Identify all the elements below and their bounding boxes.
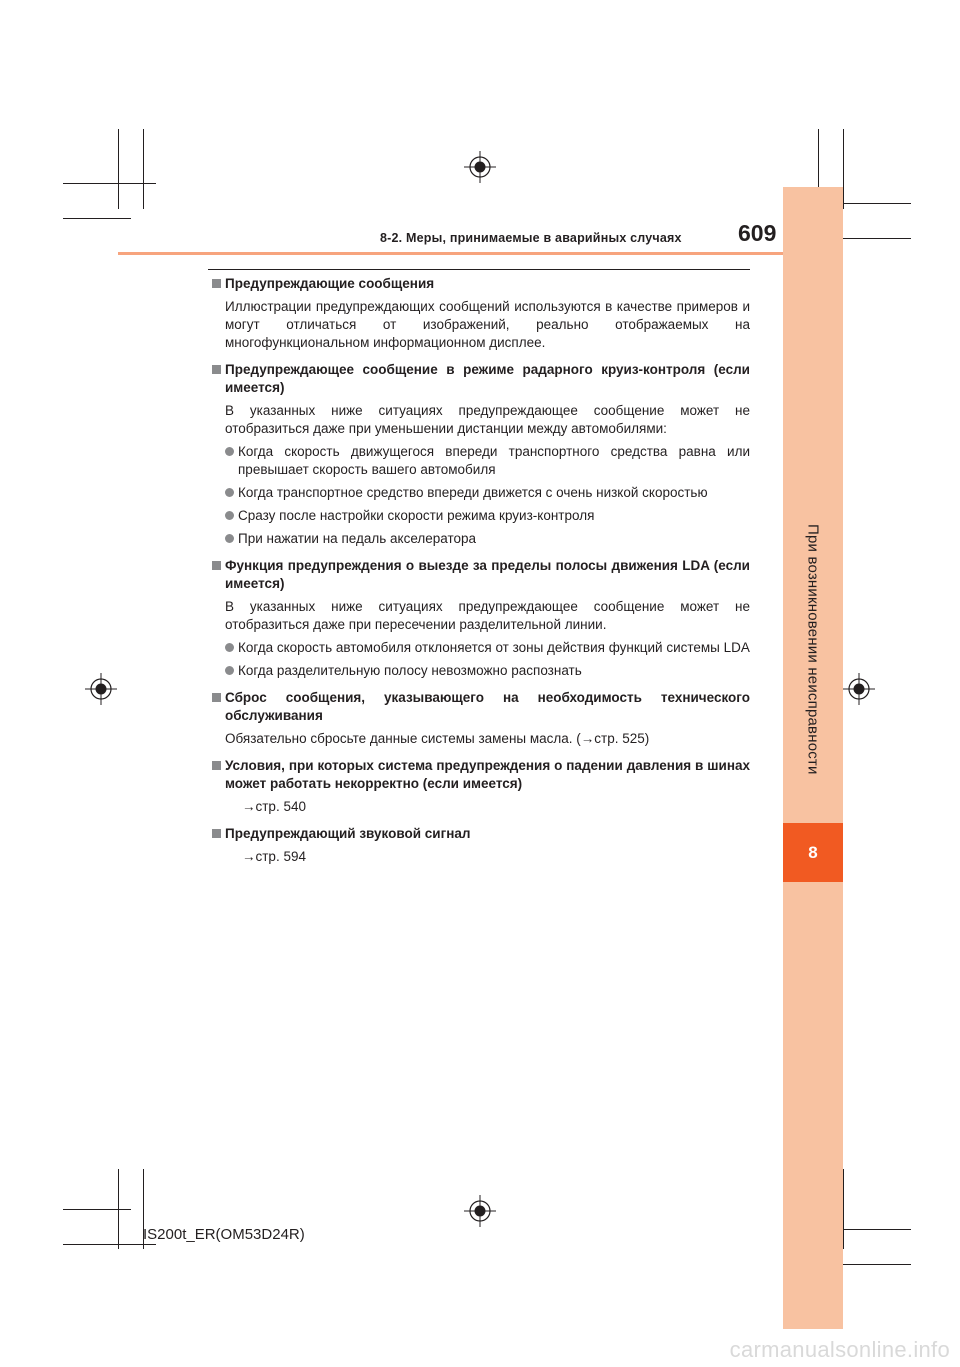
registration-mark-icon [464,151,496,183]
crop-mark [63,183,156,184]
section-heading: Предупреждающий звуковой сигнал [212,825,750,843]
crop-mark [843,129,844,209]
chapter-side-title [783,469,843,829]
list-item: Сразу после настройки скорости режима круиз-контроля [212,507,750,525]
section-heading: Предупреждающие сообщения [212,275,750,293]
round-bullet-icon [225,643,234,652]
chapter-number-box [783,823,843,882]
square-bullet-icon [212,365,221,374]
section-heading: Сброс сообщения, указывающего на необходимость технического обслуживания [212,689,750,725]
registration-mark-icon [464,1195,496,1227]
registration-mark-icon [843,673,875,705]
round-bullet-icon [225,511,234,520]
content-rule [208,269,750,270]
crop-mark [143,129,144,209]
paragraph: В указанных ниже ситуациях предупреждающее сообщение может не отобразиться даже при пересечении разделительной линии. [225,599,750,632]
crop-mark [63,1209,131,1210]
watermark: carmanualsonline.info [729,1337,950,1362]
list-item: Когда скорость автомобиля отклоняется от зоны действия функций системы LDA [212,639,750,657]
list-item: Когда разделительную полосу невозможно распознать [212,662,750,680]
crop-mark [843,1229,911,1230]
section-heading: Функция предупреждения о выезде за пределы полосы движения LDA (если имеется) [212,557,750,593]
square-bullet-icon [212,761,221,770]
crop-mark [843,1169,844,1249]
paragraph: Обязательно сбросьте данные системы замены масла. (→стр. 525) [225,731,650,746]
round-bullet-icon [225,488,234,497]
list-item: При нажатии на педаль акселератора [212,530,750,548]
header-divider [118,252,783,255]
section-heading: Предупреждающее сообщение в режиме радарного круиз-контроля (если имеется) [212,361,750,397]
round-bullet-icon [225,534,234,543]
page-number: 609 [738,220,777,246]
round-bullet-icon [225,666,234,675]
square-bullet-icon [212,829,221,838]
crop-mark [843,238,911,239]
square-bullet-icon [212,279,221,288]
list-item: Когда транспортное средство впереди движется с очень низкой скоростью [212,484,750,502]
registration-mark-icon [85,673,117,705]
page-reference-link[interactable]: →стр. 540 [242,799,306,814]
crop-mark [118,129,119,209]
section-heading: Условия, при которых система предупреждения о падении давления в шинах может работать некорректно (если имеется) [212,757,750,793]
paragraph: Иллюстрации предупреждающих сообщений используются в качестве примеров и могут отличаться от изображений, реально отображаемых на многофункциональном информационном дисплее. [225,299,750,350]
document-code: IS200t_ER(OM53D24R) [143,1226,305,1243]
page-reference-link[interactable]: →стр. 594 [242,849,306,864]
crop-mark [63,218,131,219]
page-content [212,275,750,871]
chapter-title-text: При возникновении неисправности [804,523,822,775]
crop-mark [63,1244,156,1245]
paragraph: В указанных ниже ситуациях предупреждающее сообщение может не отобразиться даже при уменьшении дистанции между автомобилями: [225,403,750,436]
chapter-number: 8 [808,842,818,862]
list-item: Когда скорость движущегося впереди транспортного средства равна или превышает скорость вашего автомобиля [212,443,750,479]
section-title: 8-2. Меры, принимаемые в аварийных случаях [380,231,682,245]
square-bullet-icon [212,561,221,570]
round-bullet-icon [225,447,234,456]
square-bullet-icon [212,693,221,702]
